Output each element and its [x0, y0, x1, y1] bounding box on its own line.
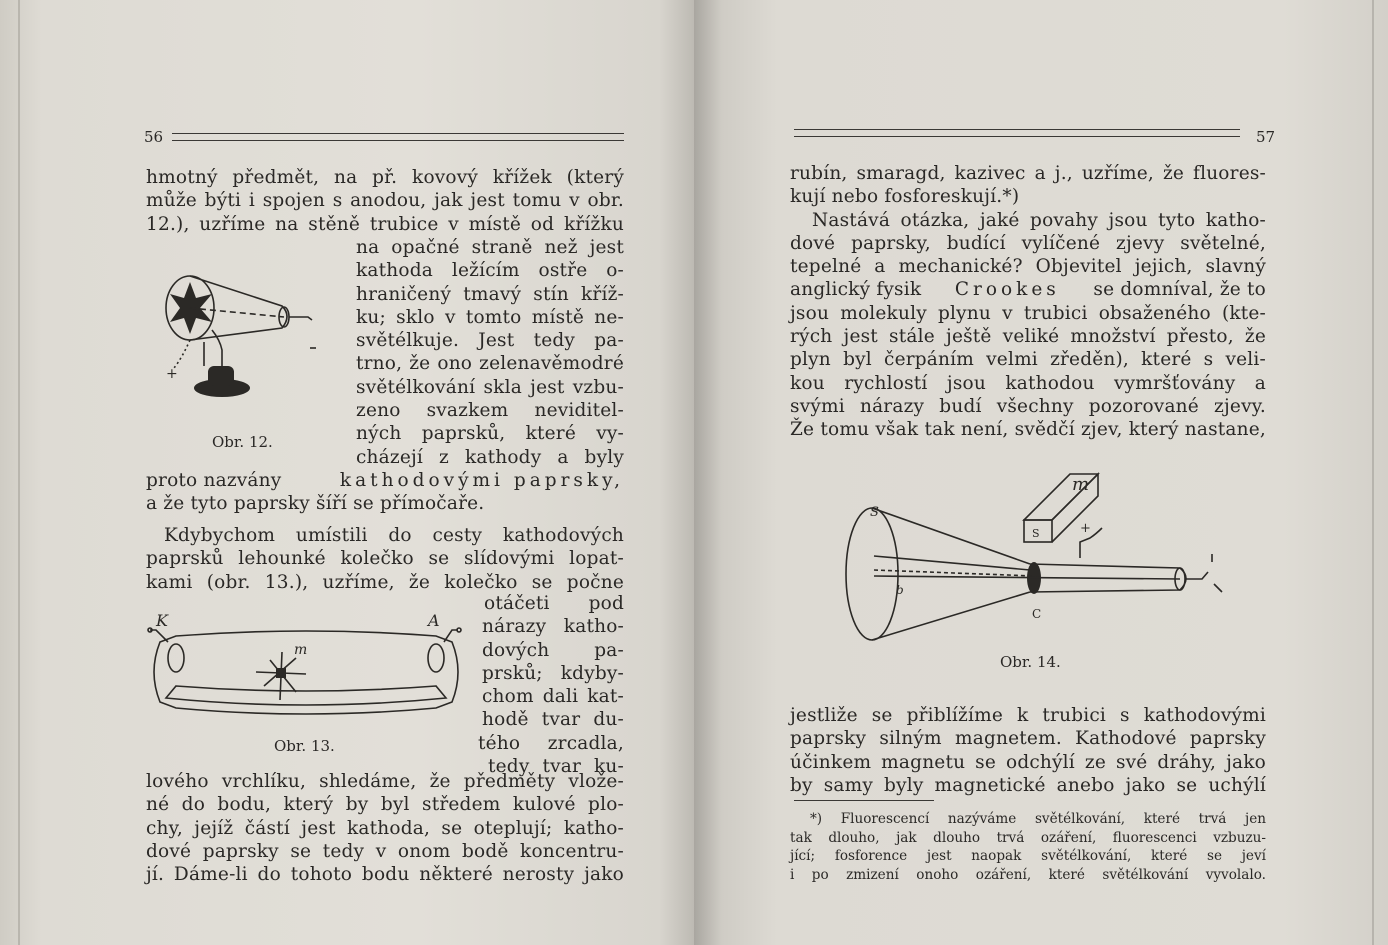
text-line: na opačné straně než jest — [356, 237, 624, 258]
text-line — [790, 278, 1266, 301]
page-edge — [18, 0, 20, 945]
label-k: K — [156, 611, 168, 630]
text-line: dové paprsky se tedy v onom bodě koncentru- — [146, 840, 624, 862]
footnote — [790, 810, 1266, 884]
text-line: lového vrchlíku, shledáme, že předměty vlože- — [146, 771, 624, 792]
page-number-left: 56 — [144, 128, 164, 146]
text-line: kují nebo fosforeskují.*) — [790, 186, 1020, 208]
cathode-left — [168, 644, 184, 672]
text-line: chom dali kat- — [482, 686, 624, 708]
text-line: hraničený tmavý stín kříž- — [356, 283, 624, 305]
magnet-label-s: S — [1032, 527, 1040, 540]
text-line: jsou molekuly plynu v trubici obsaženého (kte- — [790, 302, 1266, 324]
text-line: tého zrcadla, — [478, 732, 624, 754]
text-line: 12.), uzříme na stěně trubice v místě od křížku — [146, 213, 624, 235]
footnote-line: jící; fosforence jest naopak světélkování, které se jeví — [790, 848, 1266, 865]
text-line: cházejí z kathody a byly — [356, 446, 624, 468]
left-text-bottom — [146, 770, 624, 886]
stand-foot — [208, 366, 234, 386]
terminal-right — [457, 628, 461, 632]
label-c: C — [1032, 607, 1042, 621]
left-text-para2 — [146, 524, 624, 594]
label-s: S — [870, 505, 879, 520]
text-line: rých jest stále ještě veliké množství přesto, že — [790, 326, 1266, 348]
text-line: nárazy katho- — [482, 616, 624, 638]
cathode-wire — [289, 317, 312, 320]
text-line: dových pa- — [482, 639, 624, 661]
text-line: a že tyto paprsky šíří se přímočaře. — [146, 493, 485, 515]
text-line: chy, jejíž částí jest kathoda, se oteplují; katho- — [146, 817, 624, 839]
text-line: tedy tvar ku- — [488, 756, 624, 778]
label-a: A — [428, 611, 440, 630]
text-line: jí. Dáme-li do tohoto bodu některé nerosty jako — [146, 864, 624, 886]
cone-body — [872, 508, 1030, 640]
text-line: hmotný předmět, na př. kovový křížek (který — [146, 167, 624, 188]
header-rule-left — [172, 133, 624, 141]
paddle-wheel — [256, 652, 306, 700]
ray-straight — [874, 576, 1180, 579]
text-line: ku; sklo v tomto místě ne- — [356, 306, 624, 328]
text-line: kami (obr. 13.), uzříme, že kolečko se počne — [146, 571, 624, 593]
text-line: paprsky silným magnetem. Kathodové paprsky — [790, 728, 1266, 750]
text-line: Kdybychom umístili do cesty kathodových — [164, 525, 624, 546]
fig13-caption: Obr. 13. — [274, 737, 335, 755]
text-fragment: proto nazvány — [146, 470, 282, 491]
wire-left — [150, 630, 168, 642]
text-line: né do bodu, který by byl středem kulové plo- — [146, 794, 624, 816]
footnote-rule — [794, 800, 934, 801]
text-line: ných paprsků, které vy- — [356, 423, 624, 445]
footnote-line: i po zmizení onoho ozáření, které světélkování vyvolalo. — [790, 866, 1266, 883]
left-text-fig13 — [466, 592, 624, 778]
header-rule-right — [794, 129, 1240, 137]
screen-end — [846, 508, 898, 640]
text-fragment: se domníval, že to — [1093, 279, 1266, 301]
text-fragment-spaced: Crookes — [954, 279, 1060, 301]
text-line: Nastává otázka, jaké povahy jsou tyto katho- — [812, 209, 1266, 231]
text-line: Že tomu však tak není, svědčí zjev, který nastane, — [790, 419, 1266, 441]
figure-13-paddle-wheel-tube — [146, 612, 466, 722]
anode-right — [428, 644, 444, 672]
tube-body — [190, 276, 287, 340]
page-edge — [1372, 0, 1374, 945]
label-b: b — [896, 583, 904, 597]
right-text-top — [790, 162, 1266, 442]
figure-12-crookes-tube — [160, 268, 320, 403]
text-line: kou rychlostí jsou kathodou vymršťovány a — [790, 372, 1266, 394]
figure-14-magnet-tube — [834, 466, 1234, 646]
text-line: tepelné a mechanické? Objevitel jejich, slavný — [790, 256, 1266, 278]
text-line: otáčeti pod — [484, 593, 624, 614]
page-number-right: 57 — [1256, 128, 1276, 146]
text-line: svými nárazy budí všechny pozorované zjevy. — [790, 395, 1266, 417]
text-line: kathoda ležícím ostře o- — [356, 260, 624, 282]
text-line — [146, 469, 624, 492]
rail-track — [166, 686, 446, 705]
left-text-proto — [146, 469, 624, 516]
right-page — [694, 0, 1388, 945]
label-m: m — [1072, 474, 1090, 495]
anode-wire — [174, 340, 190, 368]
footnote-line: *) Fluorescencí nazýváme světélkování, které trvá jen — [810, 811, 1266, 827]
text-line: trno, že ono zelenavěmodré — [356, 353, 624, 375]
text-line: zeno svazkem neviditel- — [356, 400, 624, 422]
text-line: by samy byly magnetické anebo jako se uchýlí — [790, 774, 1266, 796]
text-line: světélkování skla jest vzbu- — [356, 376, 624, 398]
footnote-line: tak dlouho, jak dlouho trvá ozáření, fluorescenci vzbuzu- — [790, 829, 1266, 846]
text-line: jestliže se přiblížíme k trubici s kathodovými — [790, 705, 1266, 726]
text-fragment-spaced: kathodovými paprsky, — [339, 470, 624, 491]
text-line: světélkuje. Jest tedy pa- — [356, 330, 624, 352]
fig14-caption: Obr. 14. — [1000, 653, 1061, 671]
text-line: plyn byl čerpáním velmi zředěn), které s veli- — [790, 349, 1266, 371]
text-line: může býti i spojen s anodou, jak jest tomu v obr. — [146, 190, 624, 212]
left-text-top — [146, 166, 624, 236]
wire-right — [444, 630, 458, 642]
plus-sign: + — [1080, 521, 1091, 536]
text-line: hodě tvar du- — [482, 709, 624, 731]
text-line: rubín, smaragd, kazivec a j., uzříme, že fluores- — [790, 163, 1266, 184]
left-text-fig12 — [356, 236, 624, 469]
cathode-wire — [1185, 572, 1222, 592]
right-text-bottom — [790, 704, 1266, 797]
text-line: dové paprsky, budící vylíčené zjevy světelné, — [790, 232, 1266, 254]
text-fragment: anglický fysik — [790, 279, 922, 301]
text-line: paprsků lehounké kolečko se slídovými lopat- — [146, 548, 624, 570]
text-line: účinkem magnetu se odchýlí ze své dráhy, jako — [790, 751, 1266, 773]
label-m: m — [294, 642, 308, 658]
plus-sign: + — [166, 366, 178, 382]
fig12-caption: Obr. 12. — [212, 433, 273, 451]
text-line: prsků; kdyby- — [482, 662, 624, 684]
